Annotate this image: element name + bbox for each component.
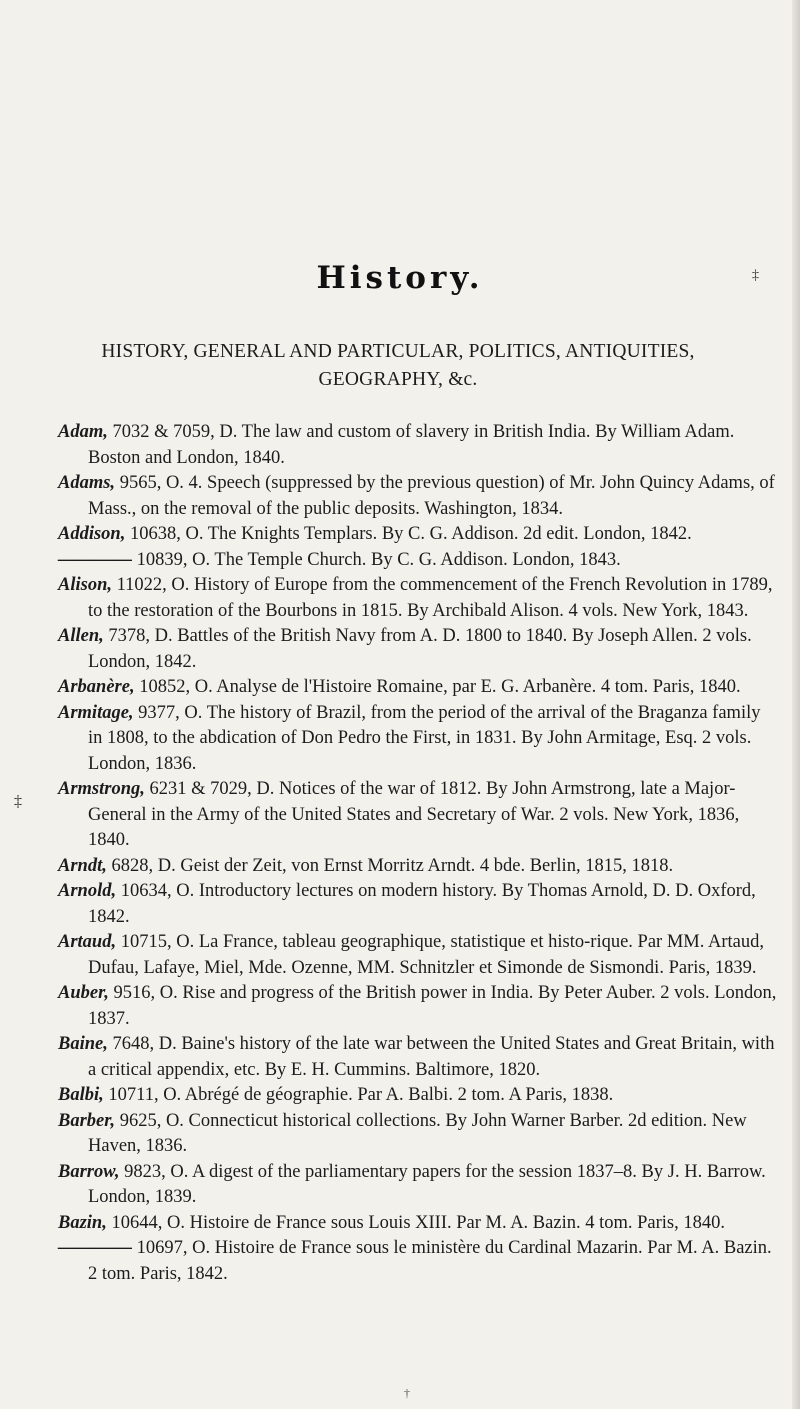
- entry-author: Arbanère,: [58, 677, 135, 697]
- entry-text: 10715, O. La France, tableau geographique, statistique et histo-rique. Par MM. Artaud, Dufau, Lafaye, Miel, Mde. Ozenne, MM. Schnitzler et Simonde de Sismondi. Paris, 1839.: [88, 932, 764, 978]
- entry-author: Bazin,: [58, 1212, 107, 1233]
- catalog-entry: [58, 1160, 778, 1211]
- page-edge: [792, 0, 800, 1409]
- entry-text: 7648, D. Baine's history of the late war between the United States and Great Britain, with a critical appendix, etc. By E. H. Cummins. Baltimore, 1820.: [88, 1034, 775, 1080]
- entry-author: Artaud,: [58, 932, 117, 952]
- catalog-entry: [58, 420, 778, 471]
- catalog-entry: [58, 573, 778, 624]
- entry-author: ————: [58, 549, 132, 570]
- subtitle-line-1: HISTORY, GENERAL AND PARTICULAR, POLITICS, ANTIQUITIES,: [101, 341, 695, 362]
- entry-author: Barber,: [58, 1110, 116, 1131]
- entry-author: ————: [58, 1238, 132, 1258]
- catalog-entry: [58, 624, 778, 675]
- entry-author: Baine,: [58, 1034, 108, 1054]
- entry-author: Adam,: [58, 422, 108, 442]
- entry-text: 9823, O. A digest of the parliamentary papers for the session 1837–8. By J. H. Barrow. London, 1839.: [88, 1161, 766, 1207]
- bottom-mark: †: [404, 1386, 410, 1400]
- entry-author: Barrow,: [58, 1161, 120, 1182]
- catalog-entry: [58, 1083, 778, 1109]
- catalog-entry: [58, 879, 778, 930]
- margin-mark-left: ‡: [14, 793, 22, 810]
- entry-text: 10852, O. Analyse de l'Histoire Romaine, par E. G. Arbanère. 4 tom. Paris, 1840.: [134, 677, 741, 697]
- catalog-entries: [58, 420, 778, 1287]
- entry-author: Addison,: [58, 524, 126, 544]
- catalog-entry: [58, 981, 778, 1032]
- catalog-entry: [58, 777, 778, 854]
- entry-text: 10644, O. Histoire de France sous Louis XIII. Par M. A. Bazin. 4 tom. Paris, 1840.: [106, 1212, 725, 1233]
- entry-author: Arndt,: [58, 855, 107, 876]
- catalog-entry: [58, 1109, 778, 1160]
- catalog-entry: [58, 854, 778, 880]
- entry-author: Adams,: [58, 473, 116, 493]
- entry-text: 7032 & 7059, D. The law and custom of slavery in British India. By William Adam. Boston and London, 1840.: [88, 422, 735, 468]
- entry-text: 9516, O. Rise and progress of the British power in India. By Peter Auber. 2 vols. London, 1837.: [88, 983, 777, 1029]
- page-title: History.: [316, 260, 484, 296]
- entry-author: Arnold,: [58, 881, 117, 901]
- entry-text: 10839, O. The Temple Church. By C. G. Addison. London, 1843.: [132, 549, 621, 570]
- entry-text: 10638, O. The Knights Templars. By C. G. Addison. 2d edit. London, 1842.: [125, 524, 692, 544]
- catalog-entry: [58, 471, 778, 522]
- entry-text: 9377, O. The history of Brazil, from the period of the arrival of the Braganza family in 1808, to the abdication of Don Pedro the First, in 1831. By John Armitage, Esq. 2 vols. London, 1836.: [88, 702, 761, 774]
- margin-mark: ‡: [752, 268, 759, 283]
- catalog-entry: [58, 1211, 778, 1237]
- entry-text: 6828, D. Geist der Zeit, von Ernst Morritz Arndt. 4 bde. Berlin, 1815, 1818.: [106, 855, 674, 876]
- catalog-entry: [58, 548, 778, 574]
- entry-text: 9625, O. Connecticut historical collections. By John Warner Barber. 2d edition. New Haven, 1836.: [88, 1110, 747, 1156]
- entry-text: 9565, O. 4. Speech (suppressed by the previous question) of Mr. John Quincy Adams, of Mass., on the removal of the public deposits. Washington, 1834.: [88, 473, 775, 519]
- entry-text: 11022, O. History of Europe from the commencement of the French Revolution in 1789, to the restoration of the Bourbons in 1815. By Archibald Alison. 4 vols. New York, 1843.: [88, 575, 773, 621]
- catalog-entry: [58, 522, 778, 548]
- catalog-entry: [58, 930, 778, 981]
- subtitle-line-2: GEOGRAPHY, &c.: [318, 369, 478, 390]
- entry-text: 10634, O. Introductory lectures on modern history. By Thomas Arnold, D. D. Oxford, 1842.: [88, 881, 756, 927]
- entry-author: Auber,: [58, 983, 109, 1003]
- catalog-entry: [58, 701, 778, 778]
- entry-text: 7378, D. Battles of the British Navy from A. D. 1800 to 1840. By Joseph Allen. 2 vols. London, 1842.: [88, 626, 752, 672]
- entry-author: Allen,: [58, 626, 104, 646]
- entry-text: 10711, O. Abrégé de géographie. Par A. Balbi. 2 tom. A Paris, 1838.: [103, 1085, 614, 1105]
- entry-author: Armitage,: [58, 702, 134, 723]
- entry-text: 10697, O. Histoire de France sous le ministère du Cardinal Mazarin. Par M. A. Bazin. 2 tom. Paris, 1842.: [88, 1238, 772, 1284]
- entry-author: Armstrong,: [58, 779, 145, 799]
- catalog-entry: [58, 1236, 778, 1287]
- section-subtitle: [58, 338, 738, 394]
- entry-text: 6231 & 7029, D. Notices of the war of 1812. By John Armstrong, late a Major-General in the Army of the United States and Secretary of War. 2 vols. New York, 1836, 1840.: [88, 779, 740, 850]
- entry-author: Balbi,: [58, 1085, 104, 1105]
- entry-author: Alison,: [58, 575, 112, 595]
- catalog-entry: [58, 1032, 778, 1083]
- catalog-entry: [58, 675, 778, 701]
